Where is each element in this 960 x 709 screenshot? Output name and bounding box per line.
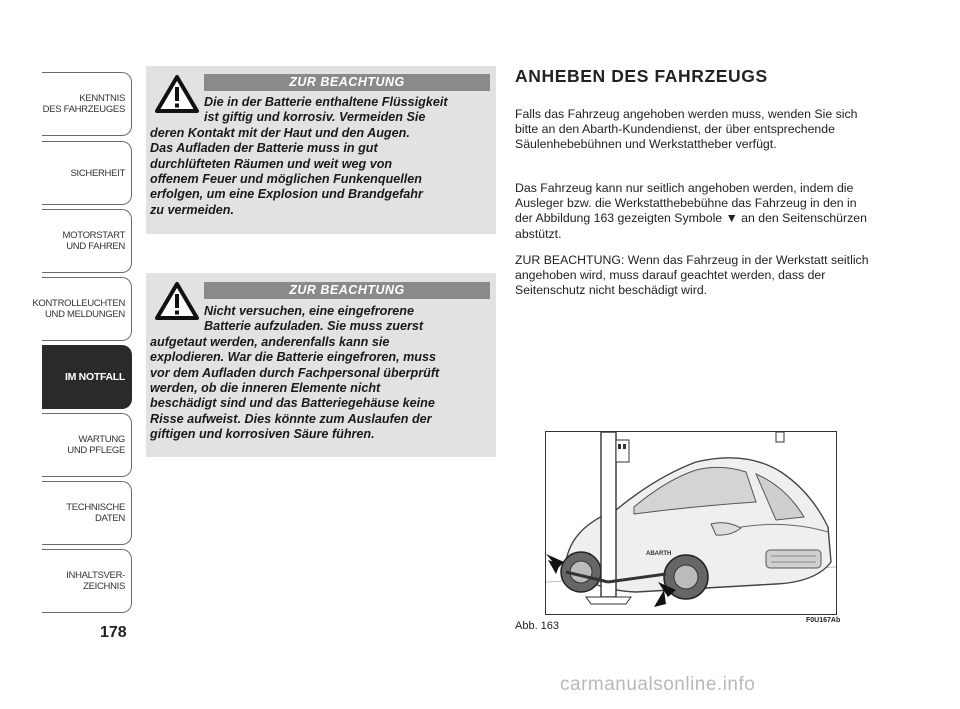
tab-technische-daten[interactable] bbox=[42, 481, 132, 545]
warning-heading: ZUR BEACHTUNG bbox=[204, 282, 490, 299]
figure-caption: Abb. 163 bbox=[515, 620, 560, 632]
tab-label-line: UND MELDUNGEN bbox=[44, 309, 125, 320]
warning-line: explodieren. War die Batterie eingefroren, muss bbox=[150, 350, 437, 365]
figure-lifting-illustration bbox=[545, 431, 837, 615]
paragraph-side-lift: Das Fahrzeug kann nur seitlich angehoben werden, indem die Ausleger bzw. die Werkstatthebebühne das Fahrzeug in den in der Abbildung 163 gezeigten Symbole ▼ an den Seitenschürzen abstützt. bbox=[515, 181, 867, 241]
tab-label-line: TECHNISCHE bbox=[66, 502, 125, 513]
abarth-side-badge: ABARTH bbox=[646, 551, 672, 557]
warning-line: Die in der Batterie enthaltene Flüssigkeit bbox=[204, 95, 448, 109]
car-on-lift-image bbox=[546, 432, 836, 614]
warning-line: Nicht versuchen, eine eingefrorene bbox=[204, 304, 414, 318]
warning-line: ist giftig und korrosiv. Vermeiden Sie bbox=[204, 110, 426, 125]
warning-text bbox=[150, 95, 488, 218]
warning-line: Batterie aufzuladen. Sie muss zuerst bbox=[204, 319, 424, 334]
tab-label-line: KENNTNIS bbox=[79, 93, 125, 104]
warning-line: aufgetaut werden, anderenfalls kann sie bbox=[150, 334, 390, 349]
tab-label-line: INHALTSVER- bbox=[66, 570, 125, 581]
tab-wartung-und-pflege[interactable] bbox=[42, 413, 132, 477]
warning-line: durchlüfteten Räumen und weit weg von bbox=[150, 156, 393, 171]
figure-code: F0U167Ab bbox=[806, 617, 841, 624]
warning-text bbox=[150, 304, 488, 443]
watermark: carmanualsonline.info bbox=[560, 674, 756, 695]
tab-im-notfall[interactable] bbox=[42, 345, 132, 409]
warning-line: giftigen und korrosiven Säure führen. bbox=[150, 427, 375, 442]
warning-line: beschädigt sind und das Batteriegehäuse keine bbox=[150, 396, 435, 411]
tab-label-line: KONTROLLEUCHTEN bbox=[32, 298, 125, 309]
tab-label-line: UND PFLEGE bbox=[67, 445, 125, 456]
warning-line: zu vermeiden. bbox=[150, 202, 234, 217]
tab-label-line: UND FAHREN bbox=[66, 241, 125, 252]
tab-sicherheit[interactable] bbox=[42, 141, 132, 205]
warning-box-battery-fluid bbox=[146, 66, 496, 234]
tab-label-line: DES FAHRZEUGES bbox=[42, 104, 125, 115]
tab-motorstart-und-fahren[interactable] bbox=[42, 209, 132, 273]
warning-heading: ZUR BEACHTUNG bbox=[204, 74, 490, 91]
tab-label-line: SICHERHEIT bbox=[70, 167, 125, 179]
paragraph-caution-note: ZUR BEACHTUNG: Wenn das Fahrzeug in der Werkstatt seitlich angehoben wird, muss darauf geachtet werden, dass der Seitenschutz nicht beschädigt wird. bbox=[515, 253, 869, 298]
section-title: ANHEBEN DES FAHRZEUGS bbox=[515, 66, 768, 86]
tab-label-line: WARTUNG bbox=[78, 434, 125, 445]
warning-line: Das Aufladen der Batterie muss in gut bbox=[150, 141, 378, 156]
paragraph-lift-service: Falls das Fahrzeug angehoben werden muss, wenden Sie sich bitte an den Abarth-Kundendienst, der über entsprechende Säulenhebebühnen und Werkstattheber verfügt. bbox=[515, 107, 858, 152]
tab-inhaltsverzeichnis[interactable] bbox=[42, 549, 132, 613]
warning-line: erfolgen, um eine Explosion und Brandgefahr bbox=[150, 187, 423, 202]
tab-kontrolleuchten-und-meldungen[interactable] bbox=[32, 277, 132, 341]
tab-label-line: IM NOTFALL bbox=[65, 370, 125, 383]
tab-label-line: DATEN bbox=[95, 513, 125, 524]
tab-kenntnis-des-fahrzeuges[interactable] bbox=[42, 72, 132, 136]
warning-line: werden, ob die inneren Elemente nicht bbox=[150, 381, 381, 396]
tab-label-line: MOTORSTART bbox=[62, 230, 125, 241]
warning-line: vor dem Aufladen durch Fachpersonal überprüft bbox=[150, 365, 440, 380]
warning-line: deren Kontakt mit der Haut und den Augen. bbox=[150, 125, 410, 140]
warning-box-frozen-battery bbox=[146, 273, 496, 457]
page-number: 178 bbox=[100, 624, 127, 641]
warning-line: Risse aufweist. Dies könnte zum Auslaufen der bbox=[150, 411, 432, 426]
tab-label-line: ZEICHNIS bbox=[83, 581, 125, 592]
warning-line: offenem Feuer und möglichen Funkenquellen bbox=[150, 172, 422, 187]
